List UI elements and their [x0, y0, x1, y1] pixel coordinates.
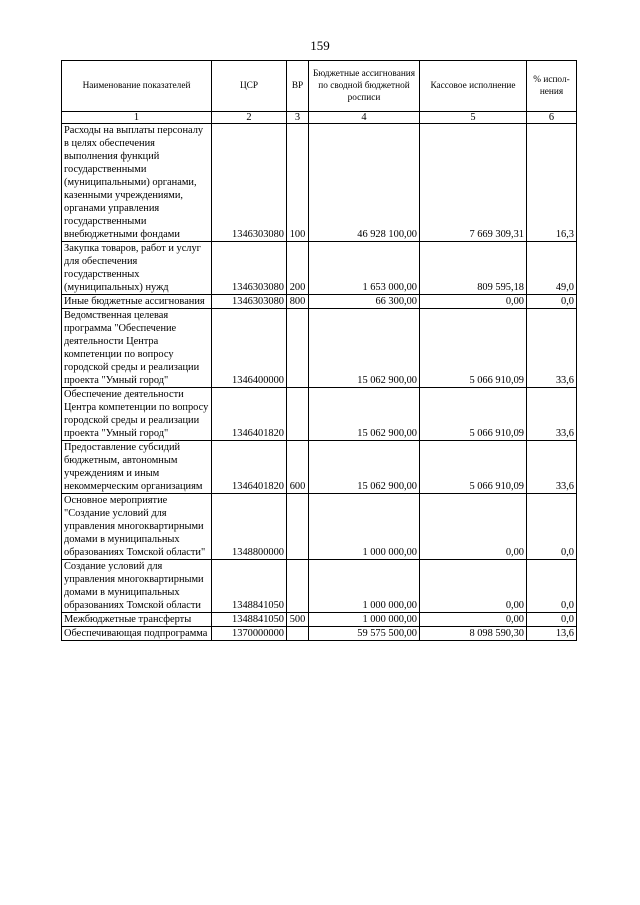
table-row [62, 627, 577, 641]
header-budget: Бюджетные ассигнования по сводной бюджетной росписи [309, 61, 420, 112]
row-csr: 1346303080 [212, 242, 287, 295]
row-csr: 1348841050 [212, 560, 287, 613]
table-row [62, 441, 577, 494]
row-vr: 800 [287, 295, 309, 309]
row-csr: 1346400000 [212, 309, 287, 388]
table-header-row [62, 61, 577, 112]
header-execution: Кассовое исполнение [420, 61, 527, 112]
table-row [62, 124, 577, 242]
row-percent: 0,0 [527, 295, 577, 309]
row-percent: 0,0 [527, 613, 577, 627]
row-vr [287, 627, 309, 641]
row-name: Расходы на выплаты персоналу в целях обеспечения выполнения функций государственными (муниципальными) органами, казенными учреждениями, органами управления государственными внебюджетными фондами [62, 124, 212, 242]
header-percent: % испол-нения [527, 61, 577, 112]
column-number-row [62, 112, 577, 124]
row-execution: 809 595,18 [420, 242, 527, 295]
row-csr: 1346303080 [212, 124, 287, 242]
row-execution: 7 669 309,31 [420, 124, 527, 242]
row-name: Иные бюджетные ассигнования [62, 295, 212, 309]
row-csr: 1346303080 [212, 295, 287, 309]
row-name: Основное мероприятие "Создание условий для управления многоквартирными домами в муниципальных образованиях Томской области" [62, 494, 212, 560]
row-execution: 5 066 910,09 [420, 441, 527, 494]
page-number: 159 [310, 38, 330, 53]
row-csr: 1370000000 [212, 627, 287, 641]
table-row [62, 560, 577, 613]
header-csr: ЦСР [212, 61, 287, 112]
row-name: Предоставление субсидий бюджетным, автономным учреждениям и иным некоммерческим организациям [62, 441, 212, 494]
row-execution: 0,00 [420, 613, 527, 627]
row-budget: 15 062 900,00 [309, 441, 420, 494]
row-execution: 8 098 590,30 [420, 627, 527, 641]
row-execution: 5 066 910,09 [420, 388, 527, 441]
row-budget: 59 575 500,00 [309, 627, 420, 641]
row-budget: 1 000 000,00 [309, 494, 420, 560]
table-row [62, 388, 577, 441]
row-name: Межбюджетные трансферты [62, 613, 212, 627]
table-row [62, 309, 577, 388]
row-budget: 1 653 000,00 [309, 242, 420, 295]
header-vr: ВР [287, 61, 309, 112]
column-number: 4 [309, 112, 420, 124]
row-budget: 1 000 000,00 [309, 613, 420, 627]
column-number: 3 [287, 112, 309, 124]
row-percent: 0,0 [527, 560, 577, 613]
row-budget: 66 300,00 [309, 295, 420, 309]
row-budget: 15 062 900,00 [309, 388, 420, 441]
row-vr: 500 [287, 613, 309, 627]
row-execution: 0,00 [420, 560, 527, 613]
table-row [62, 613, 577, 627]
row-percent: 33,6 [527, 309, 577, 388]
row-name: Ведомственная целевая программа "Обеспечение деятельности Центра компетенции по вопросу городской среды и реализации проекта "Умный город" [62, 309, 212, 388]
header-name: Наименование показателей [62, 61, 212, 112]
row-percent: 49,0 [527, 242, 577, 295]
row-execution: 0,00 [420, 295, 527, 309]
row-vr [287, 494, 309, 560]
row-vr: 600 [287, 441, 309, 494]
column-number: 1 [62, 112, 212, 124]
row-vr: 200 [287, 242, 309, 295]
row-name: Закупка товаров, работ и услуг для обеспечения государственных (муниципальных) нужд [62, 242, 212, 295]
row-budget: 15 062 900,00 [309, 309, 420, 388]
row-name: Обеспечение деятельности Центра компетенции по вопросу городской среды и реализации проекта "Умный город" [62, 388, 212, 441]
row-percent: 16,3 [527, 124, 577, 242]
row-vr: 100 [287, 124, 309, 242]
table-row [62, 494, 577, 560]
row-name: Обеспечивающая подпрограмма [62, 627, 212, 641]
row-vr [287, 560, 309, 613]
column-number: 2 [212, 112, 287, 124]
row-vr [287, 309, 309, 388]
row-csr: 1348800000 [212, 494, 287, 560]
row-percent: 33,6 [527, 441, 577, 494]
row-execution: 0,00 [420, 494, 527, 560]
row-percent: 0,0 [527, 494, 577, 560]
column-number: 6 [527, 112, 577, 124]
row-csr: 1346401820 [212, 441, 287, 494]
row-vr [287, 388, 309, 441]
table-row [62, 242, 577, 295]
table-row [62, 295, 577, 309]
budget-execution-table [61, 60, 577, 641]
row-name: Создание условий для управления многоквартирными домами в муниципальных образованиях Томской области [62, 560, 212, 613]
row-csr: 1346401820 [212, 388, 287, 441]
row-budget: 46 928 100,00 [309, 124, 420, 242]
row-budget: 1 000 000,00 [309, 560, 420, 613]
row-percent: 33,6 [527, 388, 577, 441]
row-execution: 5 066 910,09 [420, 309, 527, 388]
row-csr: 1348841050 [212, 613, 287, 627]
column-number: 5 [420, 112, 527, 124]
row-percent: 13,6 [527, 627, 577, 641]
